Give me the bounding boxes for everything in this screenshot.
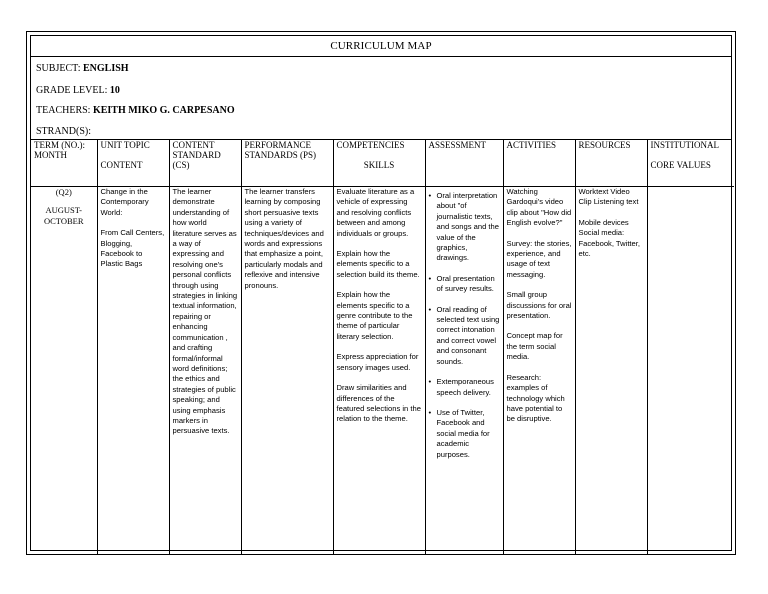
subject-value: ENGLISH (83, 63, 129, 74)
list-item: Watching Gardoqui's video clip about "How did English evolve?" (506, 187, 572, 228)
list-item: Evaluate literature as a vehicle of expressing and resolving conflicts between and among individuals or groups. (336, 187, 415, 238)
list-item: Small group discussions for oral presentation. (506, 290, 572, 321)
header-core-values: INSTITUTIONAL CORE VALUES (647, 140, 734, 187)
strand-label: STRAND(S): (36, 126, 92, 137)
list-item: Concept map for the term social media. (506, 331, 563, 362)
unit-title: Change in the Contemporary World: (100, 187, 149, 217)
list-item: Survey: the stories, experience, and usage of text messaging. (506, 238, 572, 279)
resources-cell (575, 187, 647, 556)
grade-label: GRADE LEVEL: (36, 85, 108, 96)
list-item: Draw similarities and differences of the featured selections in the relation to the theme. (336, 383, 421, 424)
table-row (31, 187, 734, 556)
core-values-cell (647, 187, 734, 556)
header-row (31, 140, 734, 187)
term-quarter: (Q2) (55, 187, 72, 197)
list-item: Express appreciation for sensory images used. (336, 352, 419, 372)
header-term: TERM (NO.): MONTH (31, 140, 97, 187)
document-title: CURRICULUM MAP (330, 40, 432, 52)
strand-line (36, 126, 91, 137)
header-activities: ACTIVITIES (503, 140, 575, 187)
divider (31, 56, 731, 57)
list-item: • Oral interpretation about "of journalistic texts, and songs and the value of the graphics, drawings. (429, 191, 500, 264)
content-standard-cell (169, 187, 241, 556)
unit-topic-cell (97, 187, 169, 556)
list-item: • Use of Twitter, Facebook and social media for academic purposes. (429, 408, 500, 460)
assessment-cell (425, 187, 503, 556)
term-cell (31, 187, 97, 556)
header-competencies: COMPETENCIES SKILLS (333, 140, 425, 187)
header-resources: RESOURCES (575, 140, 647, 187)
subject-label: SUBJECT: (36, 63, 81, 74)
activities-cell (503, 187, 575, 556)
teachers-label: TEACHERS: (36, 105, 91, 116)
performance-standard-cell (241, 187, 333, 556)
term-months: AUGUST-OCTOBER (43, 205, 84, 226)
list-item: • Extemporaneous speech delivery. (429, 377, 500, 398)
list-item: • Oral presentation of survey results. (429, 274, 500, 295)
grade-value: 10 (109, 85, 120, 96)
header-assessment: ASSESSMENT (425, 140, 503, 187)
subject-line (36, 63, 129, 74)
header-performance-standards: PERFORMANCE STANDARDS (PS) (241, 140, 333, 187)
teachers-value: KEITH MIKO G. CARPESANO (92, 105, 235, 116)
list-item: Explain how the elements specific to a selection build its theme. (336, 249, 420, 279)
curriculum-table (31, 140, 734, 555)
teachers-line (36, 105, 235, 116)
document-border (30, 35, 732, 551)
unit-subtitle: From Call Centers, Blogging, Facebook to Plastic Bags (100, 228, 165, 269)
list-item: Mobile devices Social media: Facebook, Twitter, etc. (578, 217, 640, 259)
competencies-cell (333, 187, 425, 556)
header-unit-topic: UNIT TOPIC CONTENT (97, 140, 169, 187)
header-content-standard: CONTENT STANDARD (CS) (169, 140, 241, 187)
performance-standard-text: The learner transfers learning by composing short persuasive texts using a variety of techniques/devices and words and expressions that emphasize a point, particularly modals and reflexive and intensive pronouns. (244, 187, 324, 290)
list-item: Research: examples of technology which have potential to be disruptive. (506, 372, 565, 424)
list-item: Explain how the elements specific to a genre contribute to the theme of particular literary selection. (336, 290, 413, 341)
list-item: Worktext Video Clip Listening text (578, 187, 639, 207)
list-item: • Oral reading of selected text using correct intonation and correct vowel and consonant sounds. (429, 305, 500, 367)
document-page (26, 31, 736, 555)
assessment-list (429, 191, 500, 460)
content-standard-text: The learner demonstrate understanding of how world literature serves as a way of expressing and resolving one's personal conflicts through using strategies in linking textual information, repairing or enhancing communication , and crafting formal/informal word definitions; the ethics and strategies of public speaking; and using emphasis markers in persuasive texts. (172, 187, 238, 436)
grade-line (36, 85, 120, 96)
